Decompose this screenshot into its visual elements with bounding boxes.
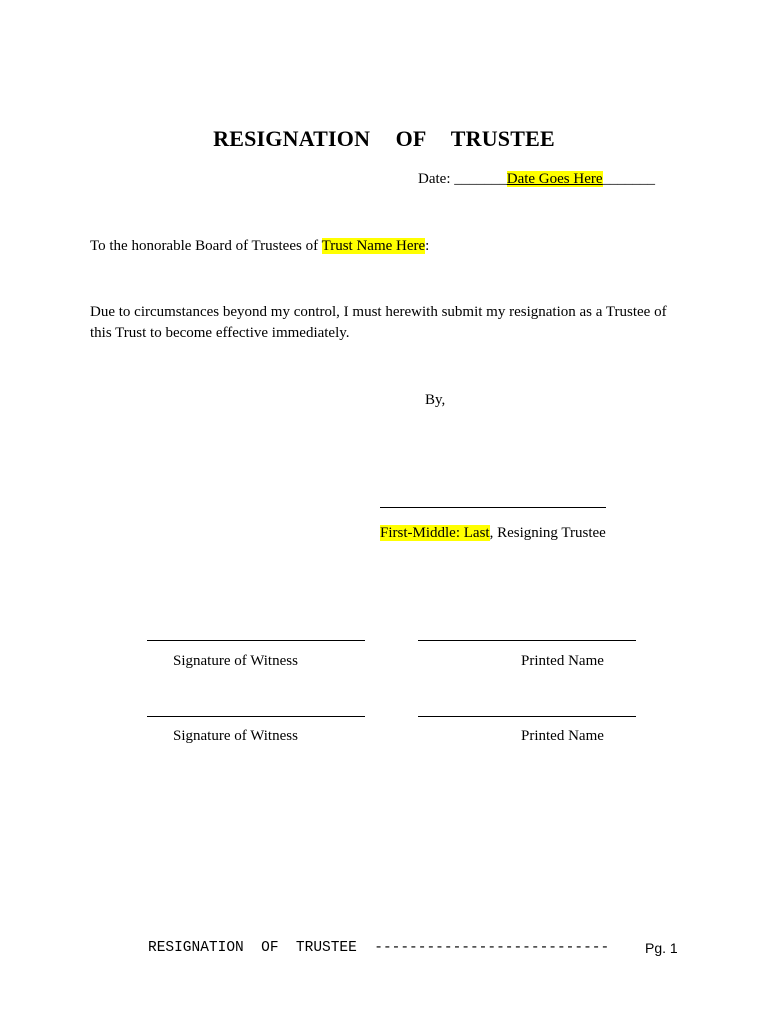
footer-title	[148, 940, 609, 956]
witness-printed-label-2: Printed Name	[521, 728, 604, 744]
witness-signature-line-1	[147, 640, 365, 641]
page-number: Pg. 1	[645, 940, 678, 956]
date-value: Date Goes Here	[506, 171, 603, 187]
closing-by: By,	[425, 392, 446, 408]
signer-name: First-Middle: Last	[380, 525, 490, 541]
witness-printed-line-2	[418, 716, 636, 717]
document-title: RESIGNATION OF TRUSTEE	[213, 126, 555, 151]
footer-title-text: RESIGNATION OF TRUSTEE	[148, 940, 357, 956]
witness-printed-label-1: Printed Name	[521, 653, 604, 669]
salutation	[90, 236, 429, 257]
body-paragraph: Due to circumstances beyond my control, I must herewith submit my resignation as a Trustee of this Trust to become effective immediately.	[90, 304, 667, 341]
date-blank-after: _______	[602, 171, 656, 187]
salutation-suffix: :	[425, 238, 430, 254]
witness-signature-label-1: Signature of Witness	[173, 653, 298, 669]
witness-signature-line-2	[147, 716, 365, 717]
date-blank-before: _______	[454, 171, 507, 187]
date-label: Date:	[418, 171, 455, 187]
witness-printed-line-1	[418, 640, 636, 641]
signer-line	[380, 523, 606, 544]
date-line	[418, 169, 655, 190]
footer-dashes: ---------------------------	[374, 940, 610, 956]
trustee-signature-line	[380, 507, 606, 508]
trust-name: Trust Name Here	[321, 238, 426, 254]
salutation-prefix: To the honorable Board of Trustees of	[90, 238, 322, 254]
witness-signature-label-2: Signature of Witness	[173, 728, 298, 744]
signer-role: , Resigning Trustee	[489, 525, 606, 541]
